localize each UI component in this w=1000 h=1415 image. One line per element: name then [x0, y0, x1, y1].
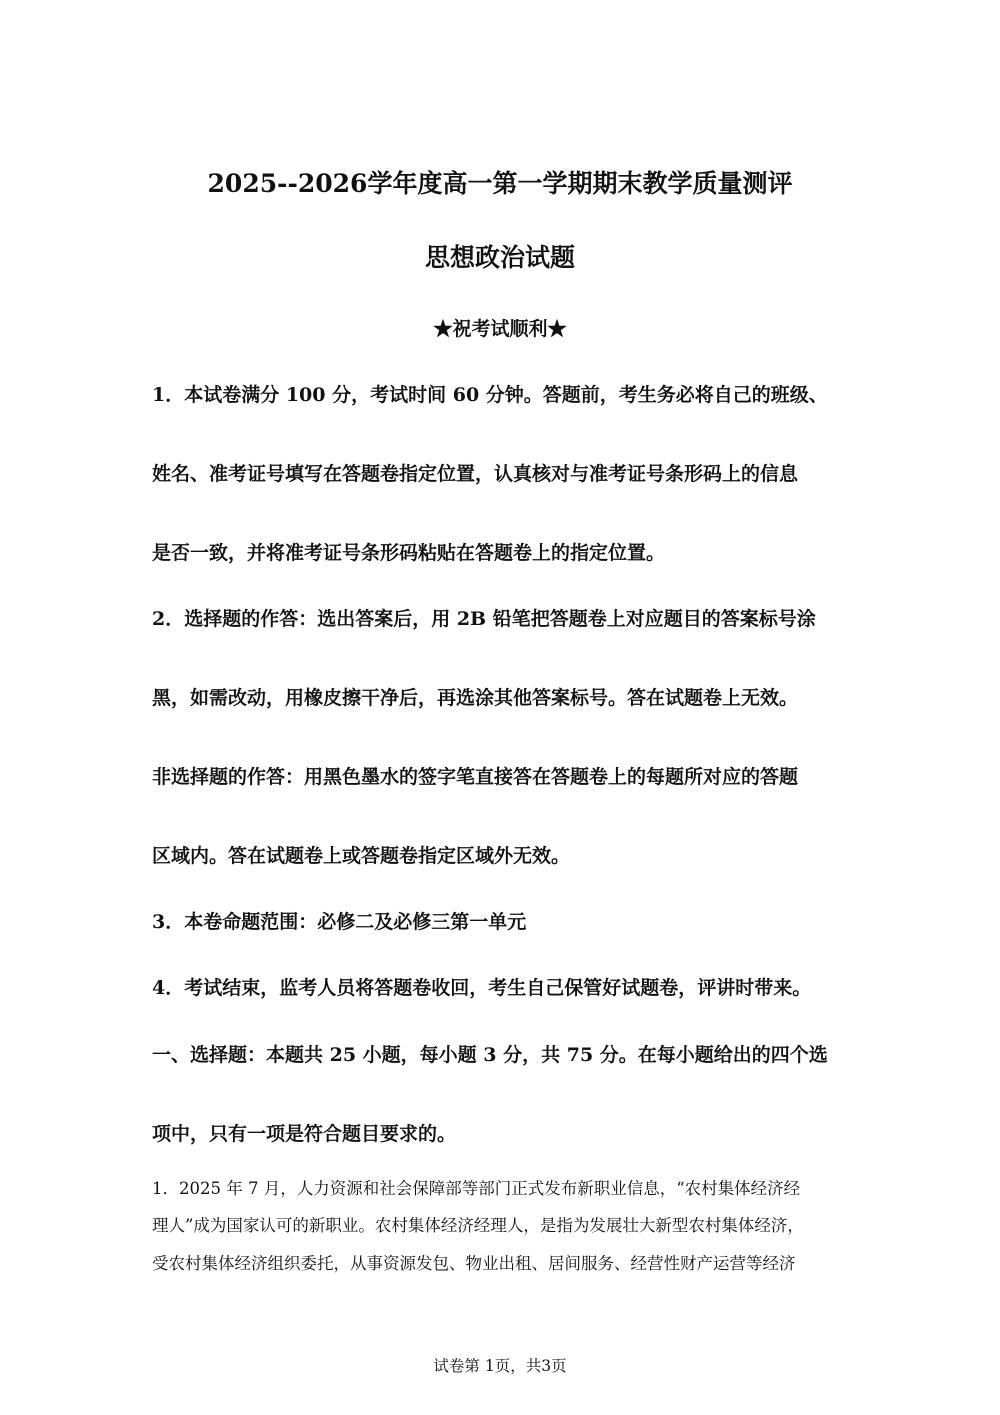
- question-1-line-3: 受农村集体经济组织委托，从事资源发包、物业出租、居间服务、经营性财产运营等经济: [152, 1254, 796, 1273]
- instruction-1-line-2: 姓名、准考证号填写在答题卷指定位置，认真核对与准考证号条形码上的信息: [152, 463, 799, 485]
- instruction-1-line-3: 是否一致，并将准考证号条形码粘贴在答题卷上的指定位置。: [152, 542, 666, 564]
- section-1-heading-line-2: 项中，只有一项是符合题目要求的。: [152, 1123, 457, 1145]
- instruction-2-line-4: 区域内。答在试题卷上或答题卷指定区域外无效。: [152, 845, 571, 867]
- instruction-2-line-1: 2．选择题的作答：选出答案后，用 2B 铅笔把答题卷上对应题目的答案标号涂: [152, 608, 816, 630]
- question-1-line-2: 理人”成为国家认可的新职业。农村集体经济经理人，是指为发展壮大新型农村集体经济，: [152, 1216, 804, 1235]
- instruction-3: 3．本卷命题范围：必修二及必修三第一单元: [152, 911, 527, 933]
- subject-title: 思想政治试题: [424, 243, 575, 272]
- instruction-2-line-3: 非选择题的作答：用黑色墨水的签字笔直接答在答题卷上的每题所对应的答题: [152, 766, 799, 788]
- section-1-heading-line-1: 一、选择题：本题共 25 小题，每小题 3 分，共 75 分。在每小题给出的四个选: [152, 1044, 828, 1066]
- exam-title: 2025--2026学年度高一第一学期期末教学质量测评: [207, 169, 793, 198]
- question-1-line-1: 1．2025 年 7 月，人力资源和社会保障部等部门正式发布新职业信息，“农村集体经济经: [152, 1179, 801, 1198]
- page-footer: 试卷第 1页，共3页: [433, 1357, 567, 1375]
- instruction-2-line-2: 黑，如需改动，用橡皮擦干净后，再选涂其他答案标号。答在试题卷上无效。: [152, 687, 799, 709]
- instruction-4: 4．考试结束，监考人员将答题卷收回，考生自己保管好试题卷，评讲时带来。: [152, 977, 812, 999]
- instruction-1-line-1: 1．本试卷满分 100 分，考试时间 60 分钟。答题前，考生务必将自己的班级、: [152, 384, 828, 406]
- good-luck-motto: ★祝考试顺利★: [433, 318, 567, 340]
